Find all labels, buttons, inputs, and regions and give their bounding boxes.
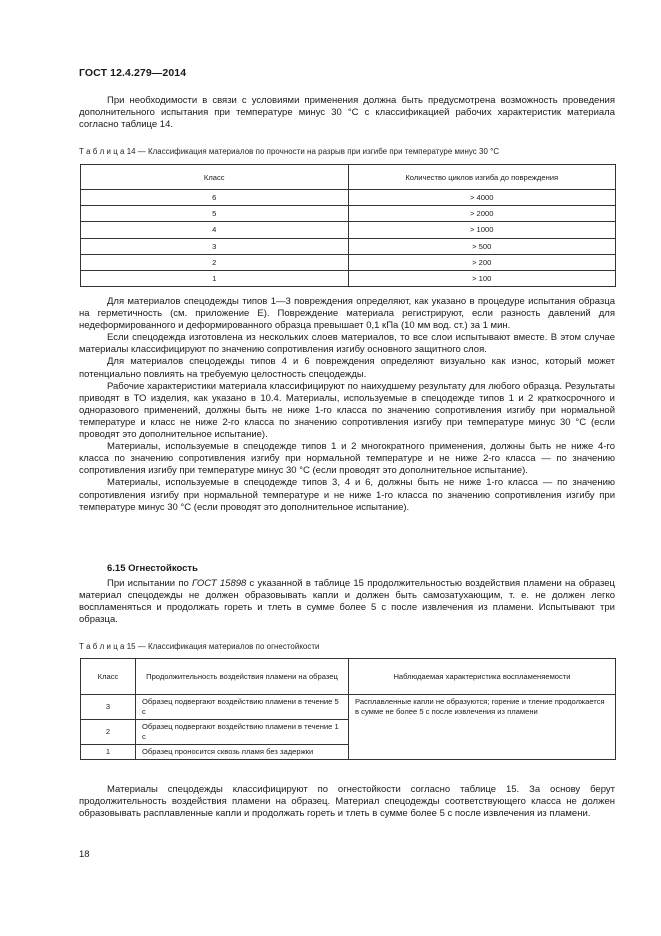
table15-class-cell: 1 (81, 745, 136, 760)
paragraph: Если спецодежда изготовлена из нескольких слоев материалов, то все слои испытывают вместе. В этом случае материалы классифицируют по значению сопротивления изгибу основного защитного слоя. (79, 332, 615, 356)
intro-paragraph: При необходимости в связи с условиями применения должна быть предусмотрена возможность проведения дополнительного испытания при температуре минус 30 °С с классификацией рабочих характеристик материала согласно таблице 14. (79, 95, 615, 131)
table15-caption: Т а б л и ц а 15 — Классификация материалов по огнестойкости (79, 642, 320, 651)
table14-cycles-cell: > 1000 (348, 222, 616, 238)
table14-class-cell: 6 (81, 190, 349, 206)
table15-header-characteristic: Наблюдаемая характеристика воспламеняемости (349, 659, 616, 695)
page-number: 18 (79, 849, 90, 860)
table-row (81, 270, 616, 286)
table14-class-cell: 3 (81, 238, 349, 254)
table14-cycles-cell: > 100 (348, 270, 616, 286)
table15-duration-cell: Образец подвергают воздействию пламени в течение 5 с (136, 695, 349, 720)
table15-duration-cell: Образец проносится сквозь пламя без задержки (136, 745, 349, 760)
table15-class-cell: 2 (81, 720, 136, 745)
table14-class-cell: 5 (81, 206, 349, 222)
table14-header-cycles: Количество циклов изгиба до повреждения (348, 165, 616, 190)
table14-cycles-cell: > 500 (348, 238, 616, 254)
table-row (81, 206, 616, 222)
body-paragraphs (79, 296, 615, 514)
table-row (81, 238, 616, 254)
standard-reference: ГОСТ 15898 (192, 578, 247, 589)
section-title: 6.15 Огнестойкость (107, 563, 198, 574)
table14-header-class: Класс (81, 165, 349, 190)
table-row (81, 222, 616, 238)
table15 (80, 658, 616, 760)
section-paragraph: При испытании по ГОСТ 15898 с указанной в таблице 15 продолжительностью воздействия пламени на образец материал спецодежды не должен образовывать капли и должен быть самозатухающим, т. е. не должен легко воспламеняться и продолжать гореть и тлеть в сумме более 5 с после извлечения из пламени. Испытывают три образца. (79, 578, 615, 626)
document-header: ГОСТ 12.4.279—2014 (79, 67, 187, 79)
table14-class-cell: 2 (81, 254, 349, 270)
table-row (81, 254, 616, 270)
table14 (80, 164, 616, 287)
paragraph: Для материалов спецодежды типов 1—3 повреждения определяют, как указано в процедуре испытания образца на герметичность (см. приложение Е). Повреждение материала регистрируют, если разность давлений для недеформированного и деформированного образца превышает 0,1 кПа (10 мм вод. ст.) за 1 мин. (79, 296, 615, 332)
table14-class-cell: 1 (81, 270, 349, 286)
paragraph: Рабочие характеристики материала классифицируют по наихудшему результату для любого образца. Результаты приводят в ТО изделия, как указано в 10.4. Материалы, используемые в спецодежде типов 1 и 2 краткосрочного и одноразового применений, должны быть не ниже 1-го класса по значению сопротивления изгибу при нормальной температуре и класс не ниже 2-го класса по значению сопротивления изгибу при температуре минус 30 °С (если проводят это дополнительное испытание). (79, 380, 615, 441)
paragraph: Материалы, используемые в спецодежде типов 3, 4 и 6, должны быть не ниже 1-го класса — по значению сопротивления изгибу при нормальной температуре и не ниже 1-го класса по значению сопротивления изгибу при температуре минус 30 °С (если проводят это дополнительное испытание). (79, 477, 615, 513)
closing-paragraph: Материалы спецодежды классифицируют по огнестойкости согласно таблице 15. За основу берут продолжительность воздействия пламени на образец. Материал спецодежды соответствующего класса не должен образовывать расплавленные капли и продолжать гореть и тлеть в сумме более 5 с после извлечения из пламени. (79, 784, 615, 820)
paragraph: Для материалов спецодежды типов 4 и 6 повреждения определяют визуально как износ, который может потенциально повлиять на требуемую целостность спецодежды. (79, 356, 615, 380)
table14-cycles-cell: > 2000 (348, 206, 616, 222)
table15-class-cell: 3 (81, 695, 136, 720)
table15-header-class: Класс (81, 659, 136, 695)
table-row (81, 695, 616, 720)
table14-header-row (81, 165, 616, 190)
table14-caption: Т а б л и ц а 14 — Классификация материалов по прочности на разрыв при изгибе при температуре минус 30 °С (79, 147, 500, 156)
table-row (81, 190, 616, 206)
paragraph: Материалы, используемые в спецодежде типов 1 и 2 многократного применения, должны быть не ниже 4-го класса по значению сопротивления изгибу при нормальной температуре и не ниже 2-го класса — по значению сопротивления изгибу при температуре минус 30 °С (если проводят это дополнительное испытание). (79, 441, 615, 477)
table14-cycles-cell: > 200 (348, 254, 616, 270)
table15-duration-cell: Образец подвергают воздействию пламени в течение 1 с (136, 720, 349, 745)
table15-header-duration: Продолжительность воздействия пламени на образец (136, 659, 349, 695)
table15-header-row (81, 659, 616, 695)
table14-cycles-cell: > 4000 (348, 190, 616, 206)
table15-characteristic-cell: Расплавленные капли не образуются; горение и тление продолжается в сумме не более 5 с после извлечения из пламени (349, 695, 616, 760)
table14-class-cell: 4 (81, 222, 349, 238)
